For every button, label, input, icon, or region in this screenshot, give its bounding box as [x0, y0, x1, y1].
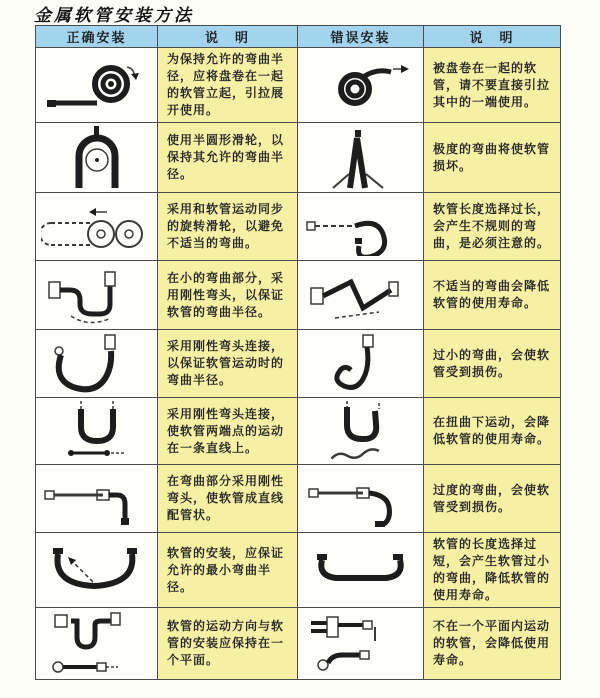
table-row — [36, 123, 561, 193]
wrong-description: 软管长度选择过长，会产生不规则的弯曲，是必须注意的。 — [424, 193, 561, 261]
table-row — [36, 261, 561, 330]
header-correct-description: 说 明 — [158, 26, 298, 48]
wrong-description: 过度的弯曲，会使软管受到损伤。 — [424, 465, 561, 533]
correct-description: 软管的运动方向与软管的安装应保持在一个平面。 — [158, 608, 298, 680]
correct-description: 软管的安装，应保证允许的最小弯曲半径。 — [158, 533, 298, 608]
wrong-example-cell — [298, 48, 424, 123]
wrong-example-cell — [298, 398, 424, 465]
wrong-description: 不在一个平面内运动的软管，会降低使用寿命。 — [424, 608, 561, 680]
table-row — [36, 193, 561, 261]
wrong-description: 被盘卷在一起的软管，请不要直接引拉其中的一端使用。 — [424, 48, 561, 123]
correct-description: 采用和软管运动同步的旋转滑轮，以避免不适当的弯曲。 — [158, 193, 298, 261]
header-wrong-description: 说 明 — [424, 26, 561, 48]
correct-example-cell — [36, 398, 158, 465]
hose-minimum-bend-radius-u-icon — [41, 540, 153, 600]
correct-example-cell — [36, 123, 158, 193]
correct-example-cell — [36, 608, 158, 680]
hose-improper-kinked-bend-icon — [305, 264, 417, 326]
wrong-example-cell — [298, 330, 424, 398]
wrong-example-cell — [298, 465, 424, 533]
wrong-description: 在扭曲下运动，会降低软管的使用寿命。 — [424, 398, 561, 465]
hose-too-long-irregular-loop-icon — [305, 198, 417, 256]
hose-too-small-bend-curl-icon — [305, 333, 417, 395]
wrong-example-cell — [298, 608, 424, 680]
wrong-example-cell — [298, 193, 424, 261]
upright-coiled-hose-icon — [41, 54, 153, 116]
wrong-example-cell — [298, 123, 424, 193]
wrong-description: 过小的弯曲，会使软管受到损伤。 — [424, 330, 561, 398]
table-row — [36, 398, 561, 465]
header-wrong-install: 错误安装 — [298, 26, 424, 48]
hose-motion-in-single-plane-icon — [41, 611, 153, 677]
correct-example-cell — [36, 533, 158, 608]
installation-method-table — [35, 25, 561, 680]
table-row — [36, 330, 561, 398]
hose-straight-run-rigid-elbow-icon — [41, 469, 153, 529]
correct-example-cell — [36, 465, 158, 533]
correct-description: 在弯曲部分采用刚性弯头，使软管成直线配管状。 — [158, 465, 298, 533]
hose-u-ends-on-straight-line-icon — [41, 401, 153, 461]
correct-example-cell — [36, 330, 158, 398]
correct-description: 采用刚性弯头连接，使软管两端点的运动在一条直线上。 — [158, 398, 298, 465]
table-row — [36, 608, 561, 680]
correct-description: 使用半圆形滑轮，以保持其允许的弯曲半径。 — [158, 123, 298, 193]
wrong-description: 不适当的弯曲会降低软管的使用寿命。 — [424, 261, 561, 330]
wrong-description: 极度的弯曲将使软管损坏。 — [424, 123, 561, 193]
correct-description: 在小的弯曲部分，采用刚性弯头，以保证软管的弯曲半径。 — [158, 261, 298, 330]
coiled-hose-pulled-from-end-icon — [305, 54, 417, 116]
correct-description: 采用刚性弯头连接，以保证软管运动时的弯曲半径。 — [158, 330, 298, 398]
header-row — [36, 26, 561, 48]
hose-excessive-droop-bend-icon — [305, 469, 417, 529]
correct-example-cell — [36, 261, 158, 330]
correct-description: 为保持允许的弯曲半径，应将盘卷在一起的软管立起，引拉展开使用。 — [158, 48, 298, 123]
hose-motion-out-of-plane-icon — [305, 611, 417, 677]
hose-with-synchronized-rollers-icon — [41, 198, 153, 256]
page-title: 金属软管安装方法 — [34, 6, 194, 26]
correct-example-cell — [36, 48, 158, 123]
hose-extreme-sharp-bend-icon — [305, 126, 417, 190]
hose-rigid-elbow-small-bend-icon — [41, 264, 153, 326]
wrong-description: 软管的长度选择过短，会产生软管过小的弯曲，降低软管的使用寿命。 — [424, 533, 561, 608]
header-correct-install: 正确安装 — [36, 26, 158, 48]
correct-example-cell — [36, 193, 158, 261]
wrong-example-cell — [298, 261, 424, 330]
hose-twisted-u-icon — [305, 401, 417, 461]
table-row — [36, 533, 561, 608]
table-row — [36, 48, 561, 123]
hose-over-semicircular-pulley-icon — [41, 126, 153, 190]
hose-rigid-elbow-u-loop-icon — [41, 333, 153, 395]
table-row — [36, 465, 561, 533]
hose-too-short-flat-u-icon — [305, 540, 417, 600]
wrong-example-cell — [298, 533, 424, 608]
